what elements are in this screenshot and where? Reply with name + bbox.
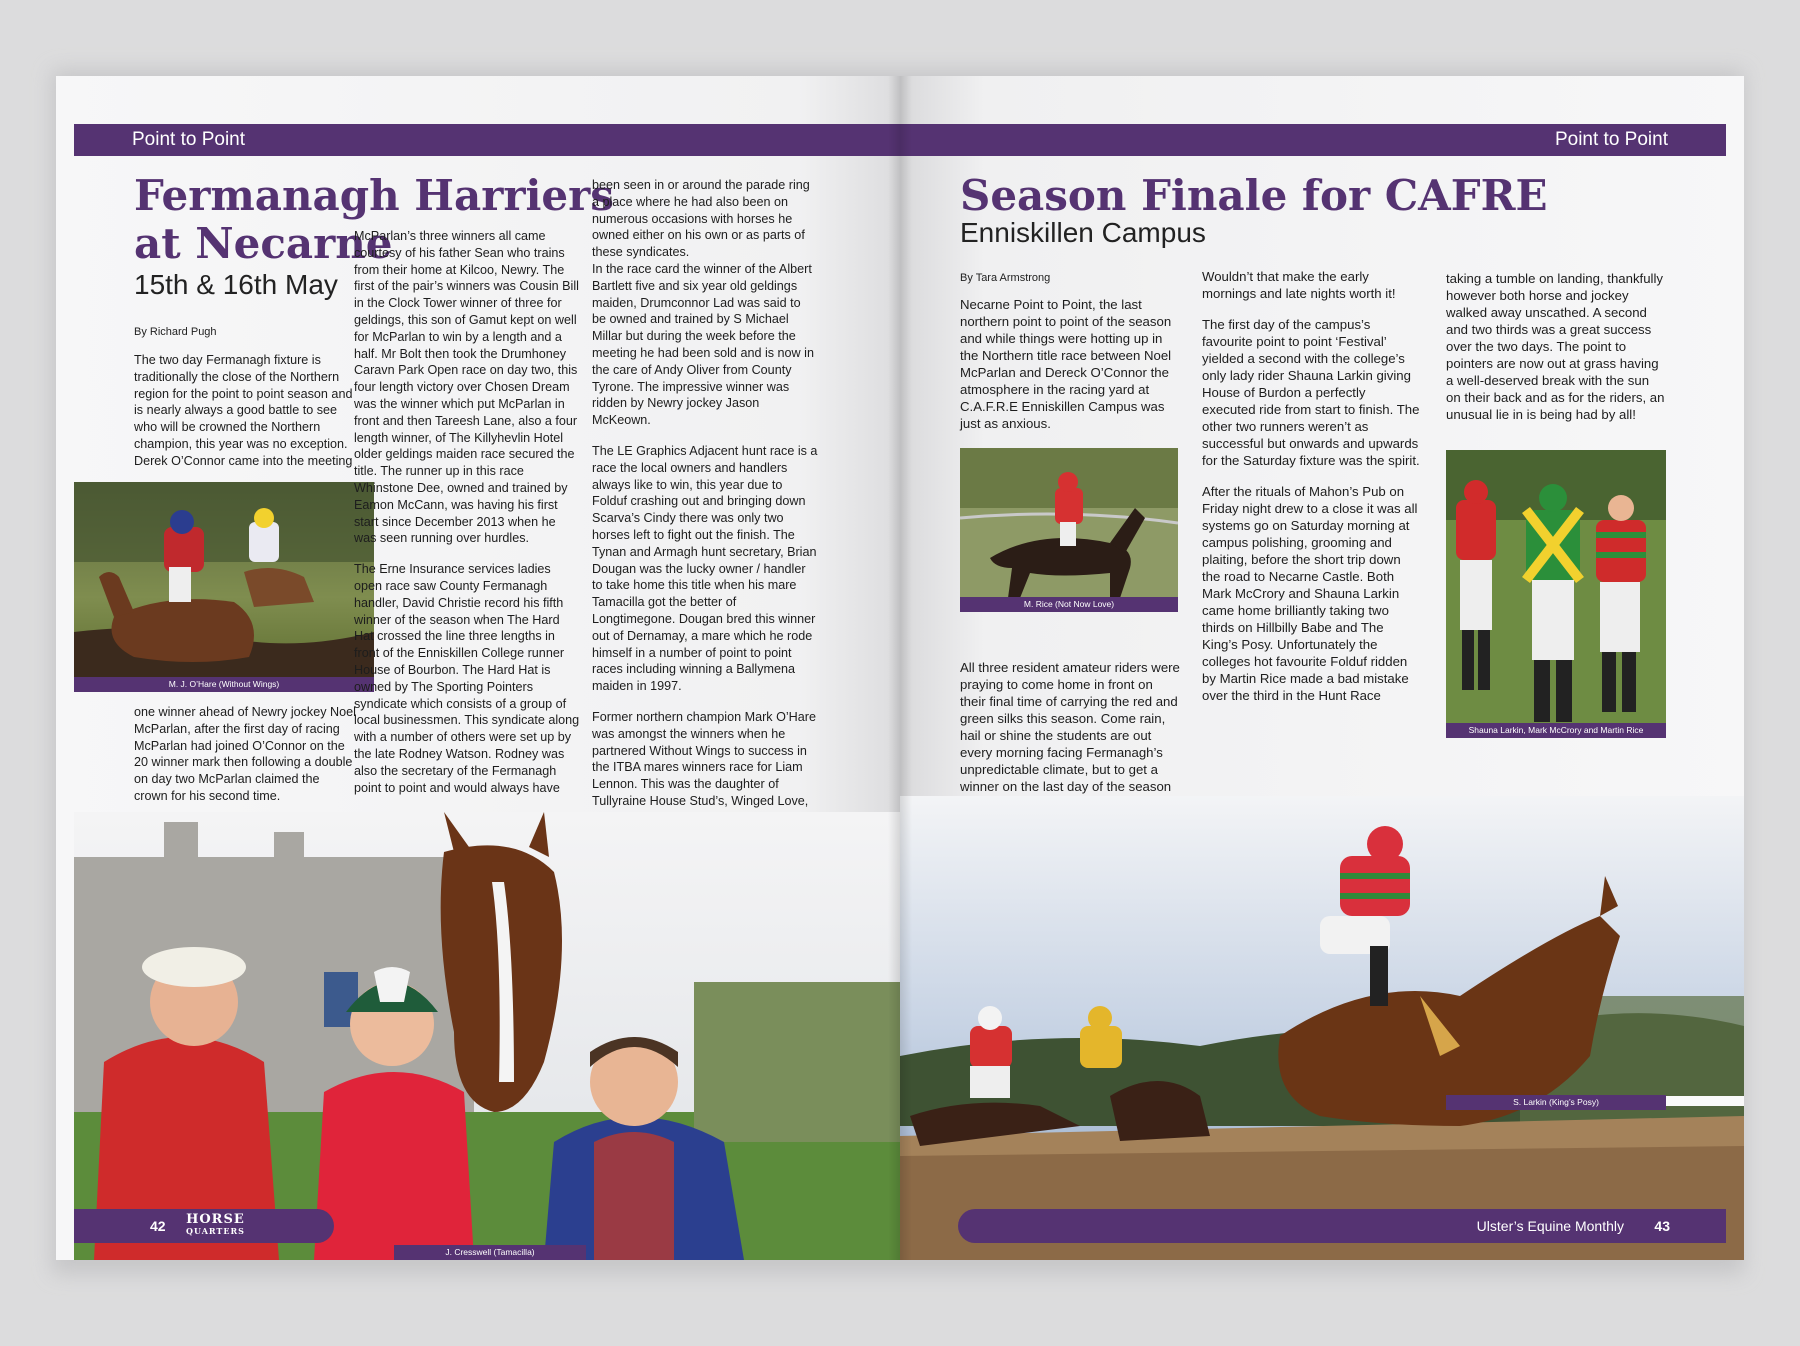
- paragraph: After the rituals of Mahon’s Pub on Friday night drew to a close it was all systems go on Saturday morning at campus polishing, grooming and plaiting, before the short trip down the road to Necarne Castle. Both Mark McCrory and Shauna Larkin came home brilliantly taking two thirds on Hillbilly Babe and The King’s Posy. Unfortunately the colleges hot favourite Folduf ridden by Martin Rice made a bad mistake over the third in the Hunt Race: [1202, 484, 1418, 703]
- paragraph: In the race card the winner of the Albert Bartlett five and six year old geldings maiden, Drumconnor Lad was said to be owned and trained by S Michael Millar but during the week before the meeting he had been sold and is now in the care of Andy Oliver from County Tyrone. The impressive winner was ridden by Newry jockey Jason McKeown.: [592, 261, 814, 428]
- column-1: [960, 296, 1182, 446]
- photo-illustration: [74, 812, 900, 1260]
- article-subtitle: 15th & 16th May: [134, 269, 338, 300]
- section-header-bar: [74, 124, 900, 156]
- photo-m-rice: [960, 448, 1178, 612]
- right-page: [900, 76, 1744, 1260]
- paragraph: McParlan’s three winners all came courtesy of his father Sean who trains from their home at Kilcoo, Newry. The first of the pair’s winners was Cousin Bill in the Clock Tower winner of three for geldings, this son of Gamut kept on well for McParlan to win by a length and a half. Mr Bolt then took the Drumhoney Caravn Park Open race on day two, this four length victory over Chosen Dream was the winner which put McParlan in front and then Tareesh Lane, also a four length winner, of The Killyhevlin Hotel older geldings maiden race secured the title. The runner up in this race Whinstone Dee, owned and trained by Eamon McCann, was having his first start since December 2013 when he was seen running over hurdles.: [354, 229, 579, 546]
- paragraph: Necarne Point to Point, the last northern point to point of the season and while things were hotting up in the Northern title race between Noel McParlan and Dereck O’Connor the atmosphere in the racing yard at C.A.F.R.E Enniskillen Campus was just as anxious.: [960, 297, 1172, 431]
- article-subtitle: Enniskillen Campus: [960, 217, 1206, 248]
- magazine-name: Ulster’s Equine Monthly: [1476, 1218, 1624, 1234]
- section-header-bar: [900, 124, 1726, 156]
- photo-three-riders: [1446, 450, 1666, 738]
- photo-kings-posy-jump: [900, 796, 1744, 1260]
- photo-caption: M. J. O’Hare (Without Wings): [74, 677, 374, 692]
- photo-illustration: [960, 448, 1178, 612]
- paragraph: The LE Graphics Adjacent hunt race is a race the local owners and handlers always like to win, this year due to Folduf crashing out and bringing down Scarva’s Cindy there was only two horses left to fight out the finish. The Tynan and Armagh hunt secretary, Brian Dougan was the lucky owner / handler to take home this title when his mare Tamacilla got the better of Longtimegone. Dougan bred this winner out of Dernamay, a mare which he rode himself in a number of point to point races including winning a Ballymena maiden in 1997.: [592, 443, 818, 694]
- paragraph: been seen in or around the parade ring a place where he had also been on numerous occasions with horses he owned either on his own or as parts of these syndicates.: [592, 178, 810, 260]
- photo-illustration: [900, 796, 1744, 1260]
- horse-quarters-logo: HORSE QUARTERS: [186, 1212, 245, 1236]
- photo-winners-group: [74, 812, 900, 1260]
- paragraph: The Erne Insurance services ladies open race saw County Fermanagh handler, David Christie record his fifth winner of the season when The Hard Hat crossed the line three lengths in front of the Enniskillen College runner House of Bourbon. The Hard Hat is owned by The Sporting Pointers syndicate which consists of a group of local businessmen. This syndicate along with a number of others were set up by the late Rodney Watson. Rodney was also the secretary of the Fermanagh point to point and would always have: [354, 562, 580, 795]
- paragraph: Wouldn’t that make the early mornings and late nights worth it!: [1202, 269, 1396, 301]
- byline: By Tara Armstrong: [960, 272, 1051, 284]
- left-page: [56, 76, 900, 1260]
- photo-caption: Shauna Larkin, Mark McCrory and Martin Rice: [1446, 723, 1666, 738]
- page-number: 43: [1654, 1218, 1670, 1234]
- section-label: Point to Point: [1554, 129, 1668, 150]
- page-number: 42: [150, 1218, 166, 1234]
- article-title: Season Finale for CAFRE: [960, 171, 1548, 220]
- spine-gutter: [888, 76, 912, 1260]
- paragraph: taking a tumble on landing, thankfully however both horse and jockey walked away unscathed. A second and two thirds was a great success over the two days. The point to pointers are now out at grass having a well-deserved break with the sun on their back and as for the riders, an unusual lie in is being had by all!: [1446, 271, 1665, 422]
- photo-illustration: [1446, 450, 1666, 738]
- column-1-bottom: one winner ahead of Newry jockey Noel McParlan, after the first day of racing McParlan had joined O’Connor on the 20 winner mark then following a double on day two McParlan claimed the crown for his second time.: [134, 705, 356, 803]
- paragraph: The first day of the campus’s favourite point to point ‘Festival’ yielded a second with the college’s only lady rider Shauna Larkin giving House of Burdon a perfectly executed ride from start to finish. The other two runners weren’t as successful but onwards and upwards for the Saturday fixture was the spirit.: [1202, 317, 1420, 468]
- footer-bar: [958, 1209, 1726, 1243]
- column-3: [592, 177, 818, 840]
- column-2: [354, 228, 580, 810]
- photo-caption: M. Rice (Not Now Love): [960, 597, 1178, 612]
- title-line-1: Fermanagh Harriers: [134, 171, 614, 220]
- byline: By Richard Pugh: [134, 326, 217, 338]
- title-line-2: at Necarne: [134, 219, 393, 268]
- column-3: [1446, 270, 1666, 437]
- column-2: [1202, 268, 1422, 718]
- photo-caption: S. Larkin (King’s Posy): [1446, 1095, 1666, 1110]
- paragraph: Former northern champion Mark O’Hare was amongst the winners when he partnered Without Wings to success in the ITBA mares winners race for Liam Lennon. This was the daughter of Tullyraine House Stud’s, Winged Love,: [592, 709, 816, 808]
- footer-bar: [74, 1209, 334, 1243]
- photo-jockey-without-wings: [74, 482, 374, 692]
- column-1-top: The two day Fermanagh fixture is traditionally the close of the Northern region for the point to point season and is nearly always a good battle to see who will be crowned the Northern champion, this year was no exception. Derek O’Connor came into the meeting: [134, 353, 353, 468]
- paragraph: All three resident amateur riders were praying to come home in front on their final time of carrying the red and green silks this season. Come rain, hail or shine the students are out every morning facing Fermanagh’s unpredictable climate, but to get a winner on the last day of the season: [960, 660, 1180, 794]
- photo-illustration: [74, 482, 374, 692]
- photo-caption: J. Cresswell (Tamacilla): [394, 1245, 586, 1260]
- section-label: Point to Point: [132, 129, 246, 150]
